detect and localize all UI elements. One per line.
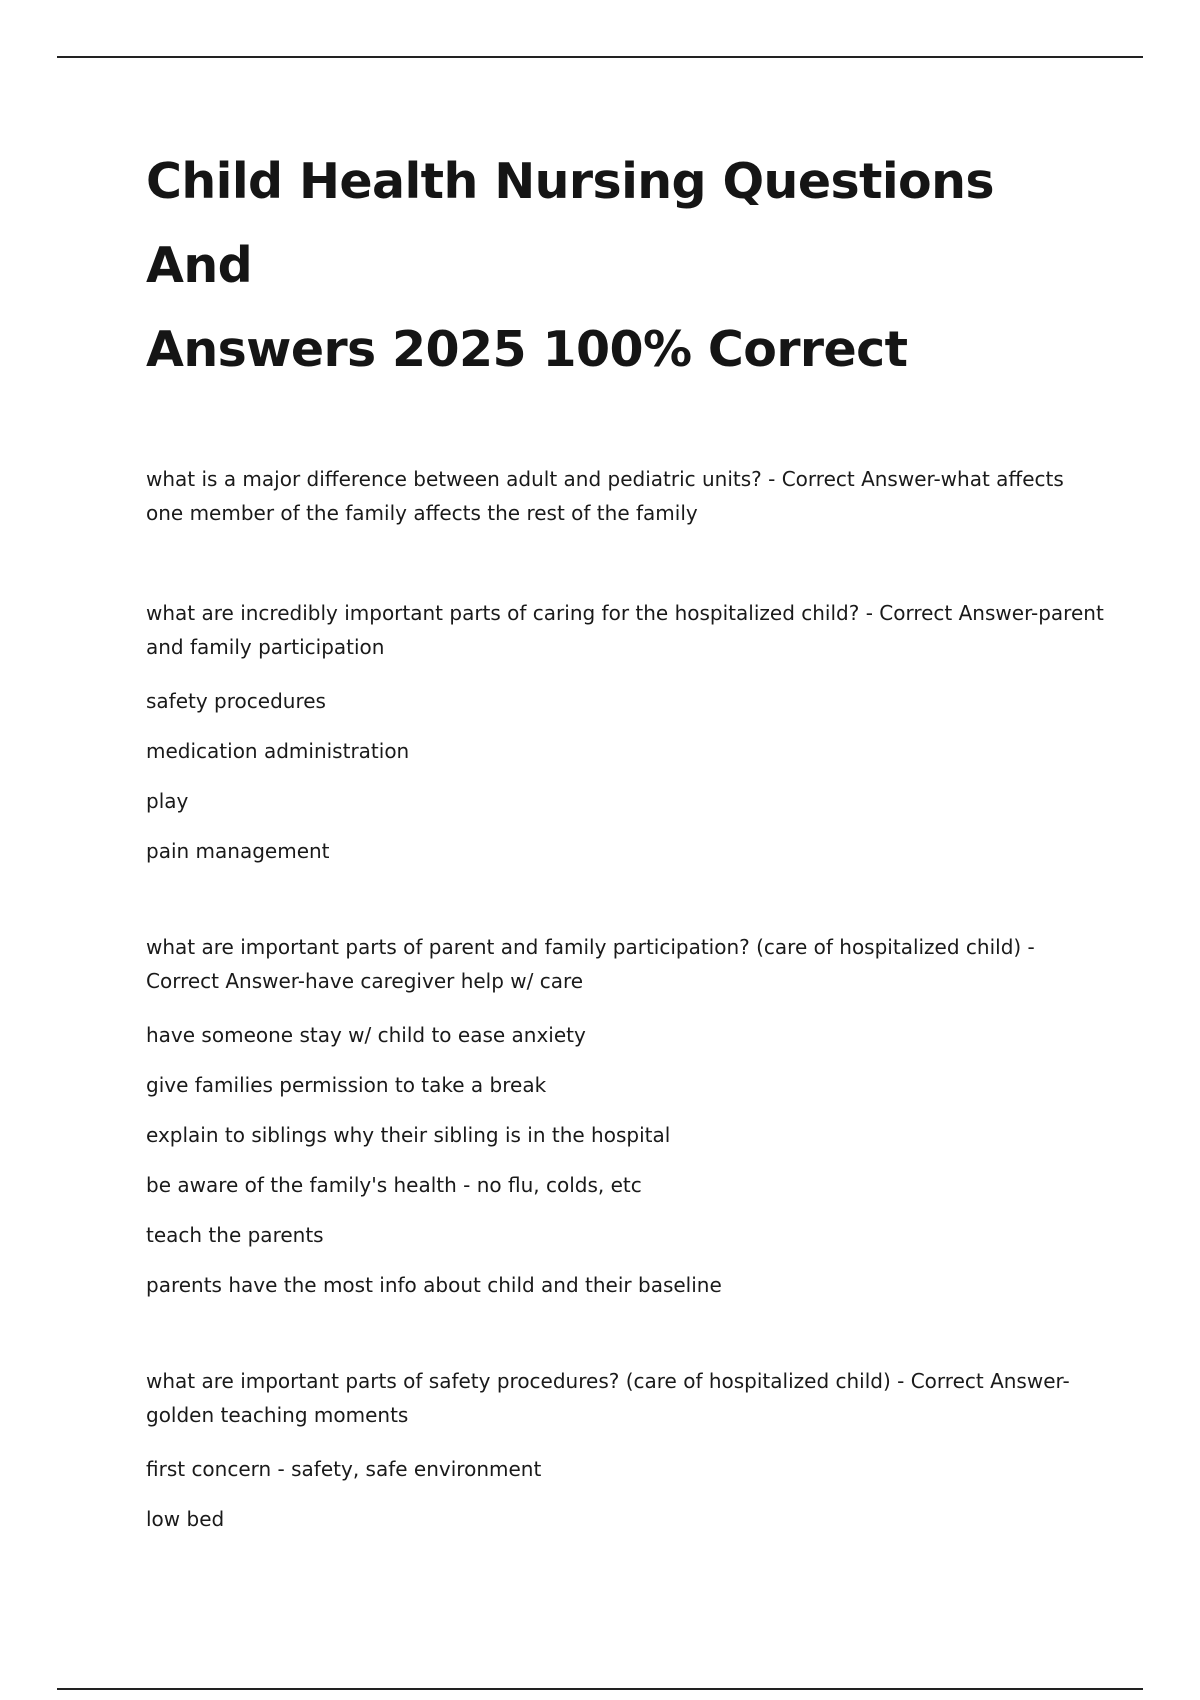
qa-item [146,462,1106,530]
document-title [146,140,1106,392]
qa-question-answer: what is a major difference between adult and pediatric units? - Correct Answer-what affects one member of the family affects the rest of the family [146,467,1064,525]
answer-line: have someone stay w/ child to ease anxiety [146,1023,586,1047]
answer-line: be aware of the family's health - no flu, colds, etc [146,1173,642,1197]
qa-question-answer: what are important parts of parent and family participation? (care of hospitalized child) - Correct Answer-have caregiver help w/ care [146,935,1035,993]
qa-item [146,596,1106,864]
qa-item [146,1364,1106,1532]
qa-item [146,930,1106,1298]
title-line-1: Child Health Nursing Questions And [146,153,994,294]
answer-line: teach the parents [146,1223,324,1247]
qa-question-answer: what are incredibly important parts of caring for the hospitalized child? - Correct Answer-parent and family participation [146,601,1104,659]
answer-line: low bed [146,1507,225,1531]
title-line-2: Answers 2025 100% Correct [146,321,908,378]
answer-line: explain to siblings why their sibling is in the hospital [146,1123,671,1147]
top-rule [57,56,1143,58]
answer-line: parents have the most info about child and their baseline [146,1273,722,1297]
answer-line: medication administration [146,739,410,763]
answer-line: play [146,789,189,813]
answer-line: pain management [146,839,330,863]
answer-line: safety procedures [146,689,326,713]
qa-list [146,462,1106,1532]
bottom-rule [57,1688,1143,1690]
document-body [146,140,1106,1598]
qa-question-answer: what are important parts of safety procedures? (care of hospitalized child) - Correct Answer-golden teaching moments [146,1369,1070,1427]
answer-line: give families permission to take a break [146,1073,547,1097]
answer-line: first concern - safety, safe environment [146,1457,542,1481]
